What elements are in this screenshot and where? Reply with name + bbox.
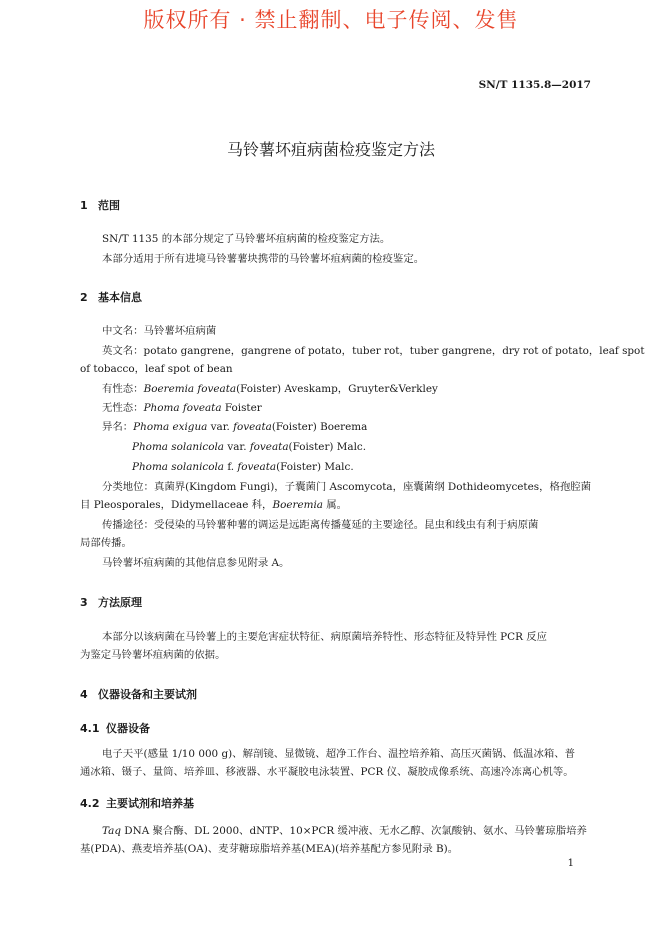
equipment-line-1: 电子天平(感量 1/10 000 g)、解剖镜、显微镜、超净工作台、温控培养箱、高压灭菌锅、低温冰箱、普	[102, 748, 576, 760]
section-3-heading: 3 方法原理	[80, 596, 142, 609]
transmission-line-1: 传播途径：受侵染的马铃薯种薯的调运是远距离传播蔓延的主要途径。昆虫和线虫有利于病原菌	[102, 519, 539, 531]
synonym-2: Phoma solanicola var. foveata(Foister) Malc.	[132, 441, 367, 453]
section-2-heading: 2 基本信息	[80, 291, 142, 304]
section-4-2-heading: 4.2 主要试剂和培养基	[80, 797, 194, 810]
section-3-paragraph-line-1: 本部分以该病菌在马铃薯上的主要危害症状特征、病原菌培养特性、形态特征及特异性 PCR 反应	[102, 631, 547, 643]
reagents-line-1: Taq DNA 聚合酶、DL 2000、dNTP、10×PCR 缓冲液、无水乙醇、次氯酸钠、氨水、马铃薯琼脂培养	[102, 825, 587, 837]
synonym-3: Phoma solanicola f. foveata(Foister) Malc.	[132, 461, 354, 473]
sexual-state: 有性态：Boeremia foveata(Foister) Aveskamp，Gruyter&Verkley	[102, 383, 438, 395]
other-info: 马铃薯坏疽病菌的其他信息参见附录 A。	[102, 557, 290, 569]
chinese-name: 中文名：马铃薯坏疽病菌	[102, 325, 217, 337]
asexual-state: 无性态：Phoma foveata Foister	[102, 402, 262, 414]
section-4-1-heading: 4.1 仪器设备	[80, 722, 150, 735]
section-1-paragraph-1: SN/T 1135 的本部分规定了马铃薯坏疽病菌的检疫鉴定方法。	[102, 233, 391, 245]
section-3-paragraph-line-2: 为鉴定马铃薯坏疽病菌的依据。	[80, 649, 226, 661]
english-name-line-2: of tobacco，leaf spot of bean	[80, 363, 233, 375]
taxonomy-line-2: 目 Pleosporales，Didymellaceae 科，Boeremia 属。	[80, 499, 348, 511]
taxonomy-line-1: 分类地位：真菌界(Kingdom Fungi)，子囊菌门 Ascomycota，座囊菌纲 Dothideomycetes，格孢腔菌	[102, 481, 592, 493]
transmission-line-2: 局部传播。	[80, 537, 132, 549]
english-name-line-1: 英文名：potato gangrene，gangrene of potato，tuber rot，tuber gangrene，dry rot of potato，leaf spot	[102, 345, 645, 357]
reagents-line-2: 基(PDA)、燕麦培养基(OA)、麦芽糖琼脂培养基(MEA)(培养基配方参见附录 B)。	[80, 843, 459, 855]
synonym-1: 异名：Phoma exigua var. foveata(Foister) Boerema	[102, 421, 368, 433]
document-title: 马铃薯坏疽病菌检疫鉴定方法	[226, 140, 435, 159]
standard-number: SN/T 1135.8—2017	[478, 79, 591, 91]
section-1-heading: 1 范围	[80, 199, 120, 212]
page-number: 1	[567, 858, 574, 869]
section-4-heading: 4 仪器设备和主要试剂	[80, 688, 197, 701]
copyright-banner: 版权所有 · 禁止翻制、电子传阅、发售	[143, 8, 519, 32]
equipment-line-2: 通冰箱、镊子、量筒、培养皿、移液器、水平凝胶电泳装置、PCR 仪、凝胶成像系统、高速冷冻离心机等。	[80, 766, 574, 778]
section-1-paragraph-2: 本部分适用于所有进境马铃薯薯块携带的马铃薯坏疽病菌的检疫鉴定。	[102, 253, 425, 265]
